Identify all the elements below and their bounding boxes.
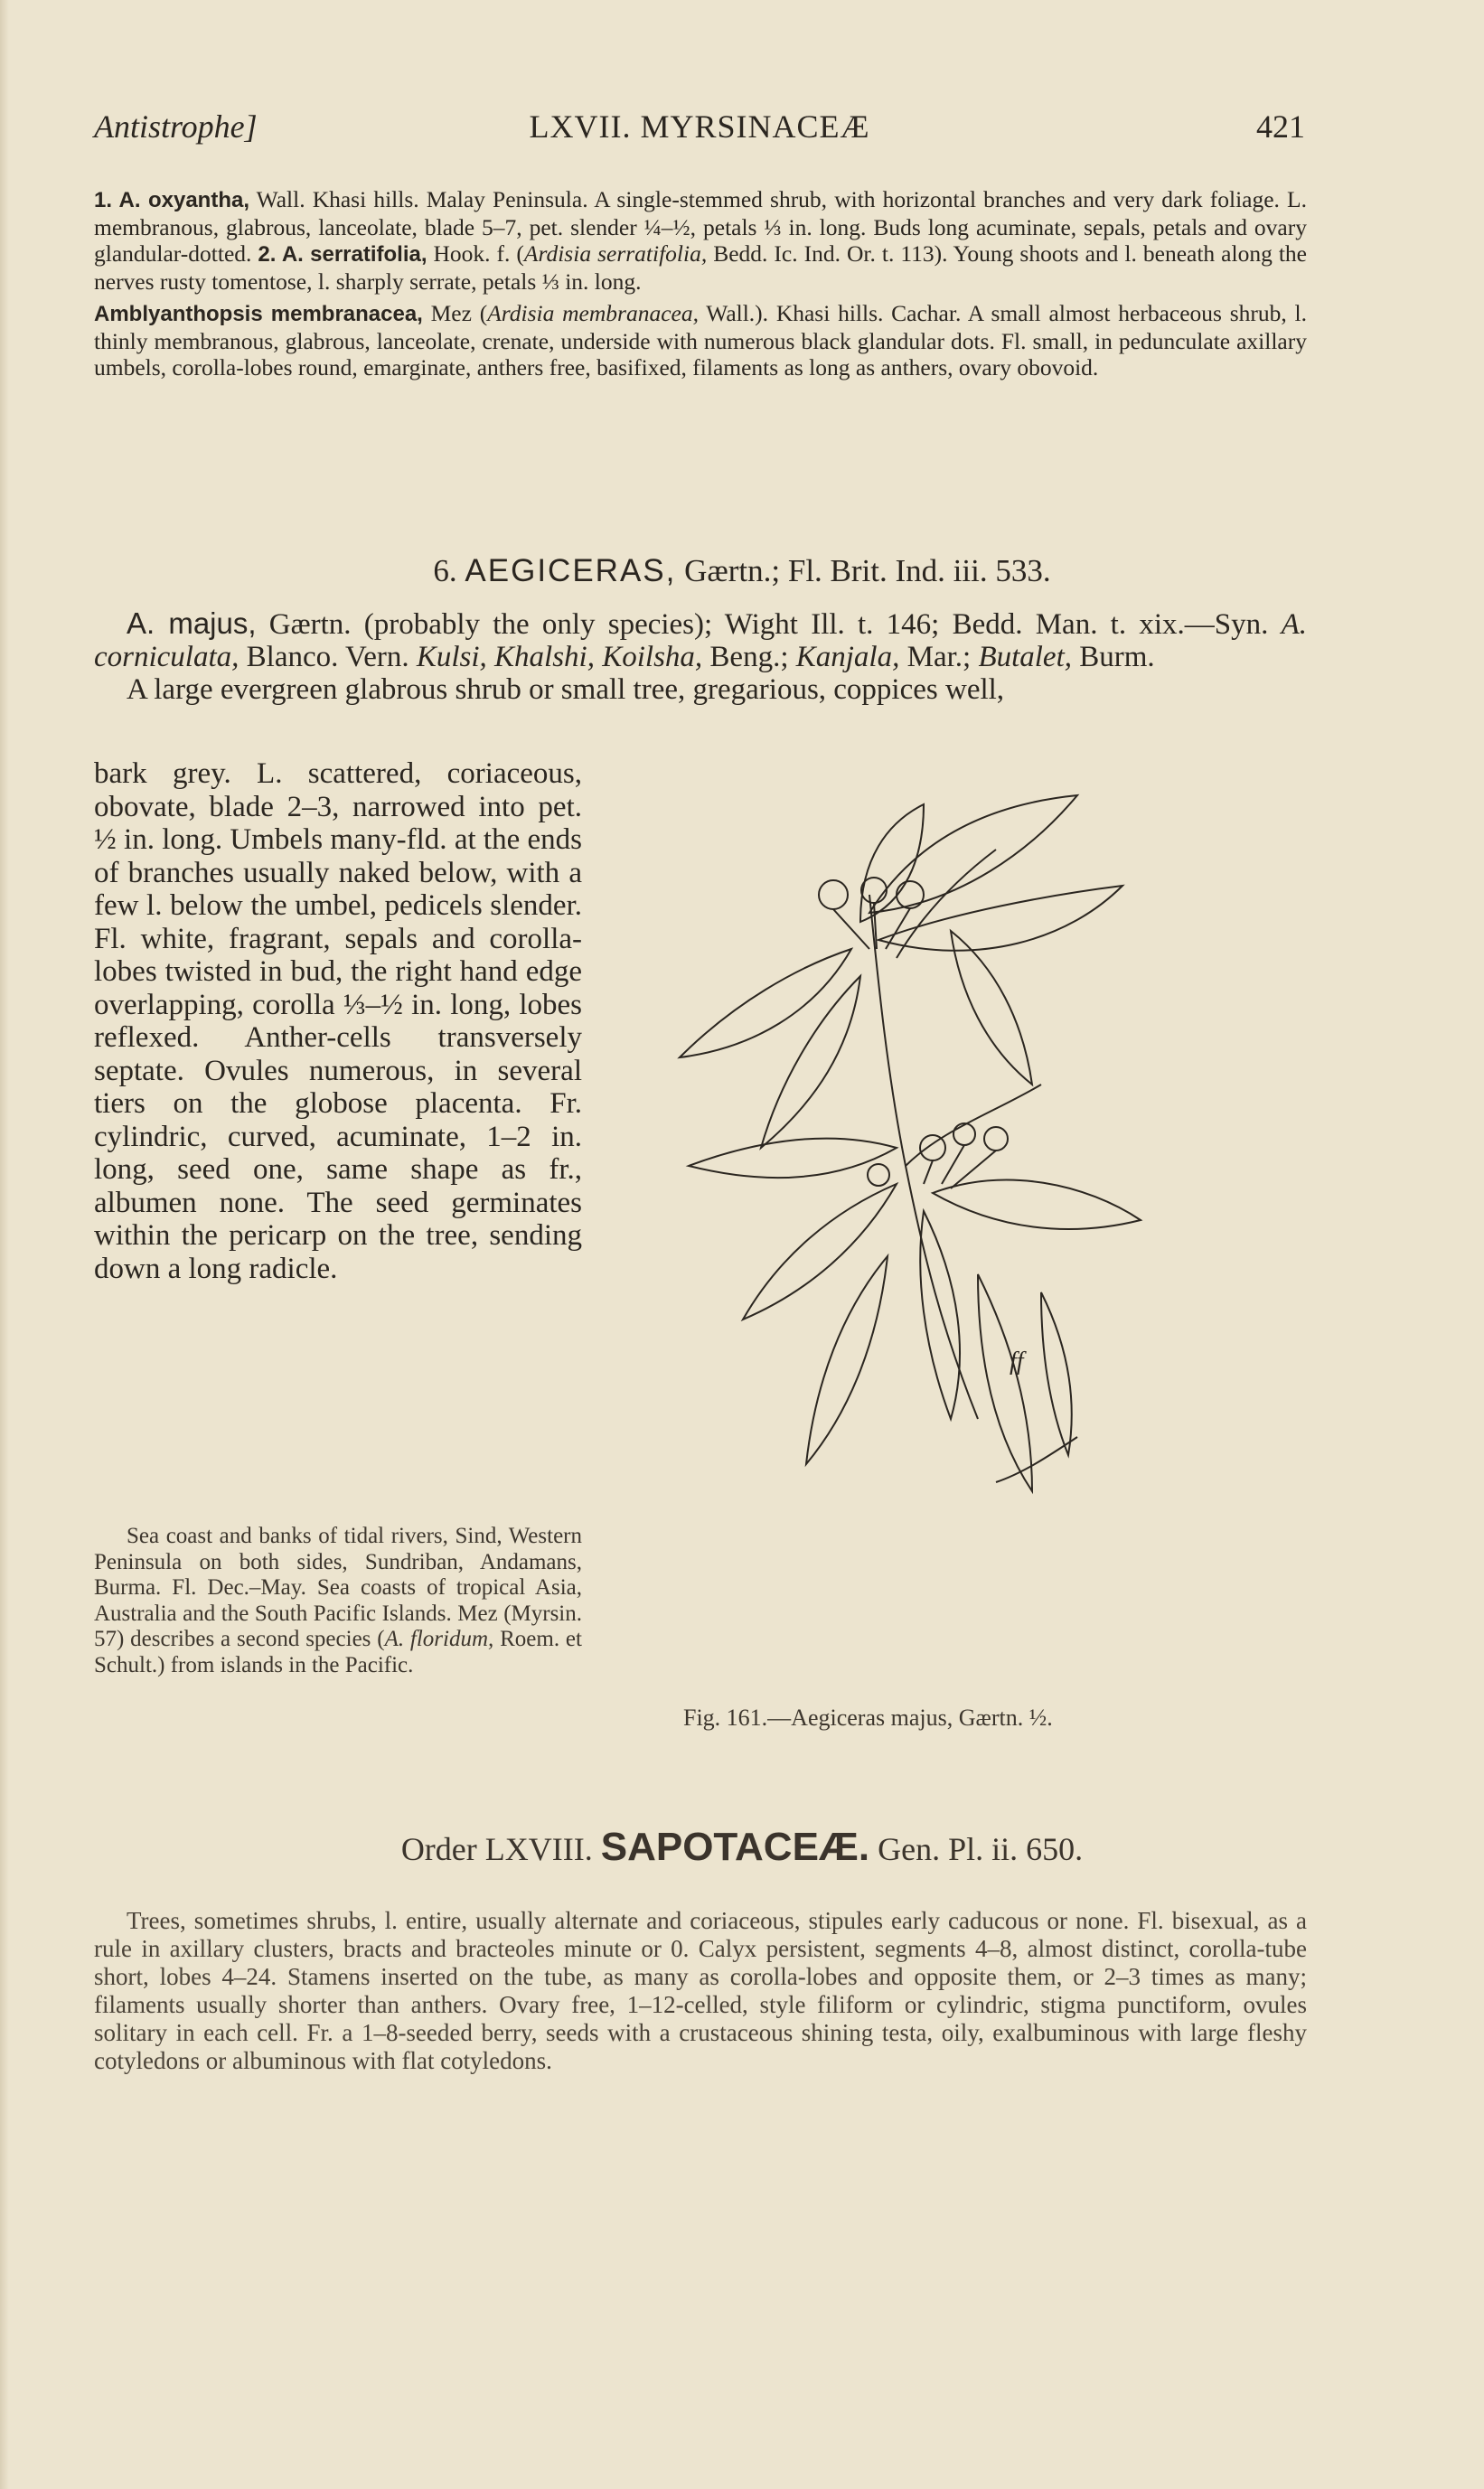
fruit xyxy=(1041,1292,1072,1455)
leaf xyxy=(920,1211,960,1419)
species-citation-text-c: Beng.; xyxy=(702,641,796,673)
species-citation-text-e: Burm. xyxy=(1072,641,1155,673)
aegiceras-drawing xyxy=(653,786,1303,1690)
fruit xyxy=(996,1437,1077,1482)
order-reference: Gen. Pl. ii. 650. xyxy=(878,1831,1084,1867)
genus-name: AEGICERAS, xyxy=(465,553,677,588)
pedicel xyxy=(924,1145,996,1188)
genus-authority: Gærtn.; Fl. Brit. Ind. iii. 533. xyxy=(676,553,1051,588)
leaf xyxy=(689,1139,897,1179)
species-citation-text-a: Gærtn. (probably the only species); Wight Ill. t. 146; Bedd. Man. t. xix.—Syn. xyxy=(256,608,1282,641)
species-description-column xyxy=(94,757,582,1285)
genus-heading xyxy=(0,553,1484,589)
page-number: 421 xyxy=(1256,108,1305,145)
amblyanthopsis-para xyxy=(94,300,1307,381)
flower xyxy=(819,880,848,909)
flower xyxy=(868,1164,889,1186)
page-shadow xyxy=(0,0,9,2489)
distribution-text-a: Sea coast and banks of tidal rivers, Sind, Western Peninsula on both sides, Sundriban, Andamans, Burma. Fl. Dec.–May. Sea coasts of tropical Asia, Australia and the South Pacific Islands. Mez (Myrsin. 57) describes a second species ( xyxy=(94,1524,582,1652)
species-header-para xyxy=(94,607,1307,706)
amblyanthopsis-text-a: Mez ( xyxy=(422,300,488,326)
species-oxyantha-name: 1. A. oxyantha, xyxy=(94,188,250,212)
distribution-text-b: Roem. et Schult.) from islands in the Pacific. xyxy=(94,1627,582,1677)
leaf xyxy=(878,886,1122,951)
botanical-illustration xyxy=(653,786,1303,1690)
flower xyxy=(861,878,887,903)
figure-label: ff xyxy=(1010,1348,1024,1376)
order-description xyxy=(94,1907,1307,2075)
vernacular-burmese: Butalet, xyxy=(978,641,1072,673)
leaf xyxy=(897,850,996,958)
amblyanthopsis-synonym: Ardisia membranacea, xyxy=(487,300,699,326)
amblyanthopsis-text-b: Wall.). Khasi hills. Cachar. A small almost herbaceous shrub, l. thinly membranous, glabrous, lanceolate, crenate, underside with numerous black glandular dots. Fl. small, in pedunculate axillary umbels, corolla-lobes round, emarginate, anthers free, basifixed, filaments as long as anthers, ovary obovoid. xyxy=(94,300,1308,380)
species-description-wide: A large evergreen glabrous shrub or small tree, gregarious, coppices well, xyxy=(127,673,1005,706)
leaf xyxy=(933,1180,1141,1229)
species-citation-text-d: Mar.; xyxy=(899,641,979,673)
flower xyxy=(953,1123,975,1145)
order-description-text: Trees, sometimes shrubs, l. entire, usually alternate and coriaceous, stipules early caducous or none. Fl. bisexual, as a rule in axillary clusters, bracts and bracteoles minute or 0. Calyx persistent, segments 4–8, almost distinct, corolla-tube short, lobes 4–24. Stamens inserted on the tube, as many as corolla-lobes and opposite them, or 2–3 times as many; filaments usually shorter than anthers. Ovary free, 1–12-celled, style filiform or cylindric, stigma punctiform, ovules solitary in each cell. Fr. a 1–8-seeded berry, seeds with a crustaceous shining testa, oily, exalbuminous with large fleshy cotyledons or albuminous with flat cotyledons. xyxy=(94,1907,1307,2074)
running-head-left: Antistrophe] xyxy=(94,108,258,145)
genus-number: 6. xyxy=(433,553,457,588)
leaf xyxy=(680,949,851,1057)
branch xyxy=(906,1085,1041,1166)
leaf xyxy=(743,1184,897,1320)
species-citation xyxy=(94,607,1307,673)
antistrophe-species-para xyxy=(94,186,1307,295)
species-distribution xyxy=(94,1524,582,1679)
species-serratifolia-text-a: Hook. f. ( xyxy=(427,240,524,267)
vernacular-marathi: Kanjala, xyxy=(795,641,900,673)
distribution-species: A. floridum, xyxy=(384,1627,494,1652)
antistrophe-notes xyxy=(94,186,1307,381)
running-head-center: LXVII. MYRSINACEÆ xyxy=(529,108,870,145)
amblyanthopsis-name: Amblyanthopsis membranacea, xyxy=(94,302,423,326)
order-heading xyxy=(0,1827,1484,1869)
vernacular-bengali: Kulsi, Khalshi, Koilsha, xyxy=(416,641,703,673)
leaf xyxy=(761,976,860,1148)
species-citation-text-b: Blanco. Vern. xyxy=(239,641,417,673)
leaf xyxy=(806,1256,888,1464)
flower xyxy=(984,1127,1008,1151)
leaf xyxy=(978,1274,1032,1491)
species-oxyantha-text: Wall. Khasi hills. Malay Peninsula. A single-stemmed shrub, with horizontal branches and very dark foliage. L. membranous, glabrous, lanceolate, blade 5–7, pet. slender ¼–½, petals ⅓ in. long. Buds long acuminate, sepals, petals and ovary glandular-dotted. xyxy=(94,186,1307,267)
flower xyxy=(897,881,924,908)
species-serratifolia-synonym: Ardisia serratifolia, xyxy=(523,240,708,267)
species-synonym: A. corniculata, xyxy=(94,608,1308,673)
figure-caption: Fig. 161.—Aegiceras majus, Gærtn. ½. xyxy=(683,1705,1053,1731)
order-number: Order LXVIII. xyxy=(400,1831,593,1867)
species-name: A. majus, xyxy=(127,606,257,640)
species-serratifolia-text-b: Bedd. Ic. Ind. Or. t. 113). Young shoots and l. beneath along the nerves rusty tomentose, l. sharply serrate, petals ⅓ in. long. xyxy=(94,240,1307,295)
flower xyxy=(920,1135,945,1160)
family-name: SAPOTACEÆ. xyxy=(600,1825,870,1869)
leaf xyxy=(951,931,1032,1085)
leaf xyxy=(869,795,1077,913)
species-description-narrow: bark grey. L. scattered, coriaceous, obovate, blade 2–3, narrowed into pet. ½ in. long. Umbels many-fld. at the ends of branches usually naked below, with a few l. below the umbel, pedicels slender. Fl. white, fragrant, sepals and corolla-lobes twisted in bud, the right hand edge overlapping, corolla ⅓–½ in. long, lobes reflexed. Anther-cells transversely septate. Ovules numerous, in several tiers on the globose placenta. Fr. cylindric, curved, acuminate, 1–2 in. long, seed one, same shape as fr., albumen none. The seed germinates within the pericarp on the tree, sending down a long radicle. xyxy=(94,757,582,1285)
species-serratifolia-name: 2. A. serratifolia, xyxy=(258,242,427,267)
